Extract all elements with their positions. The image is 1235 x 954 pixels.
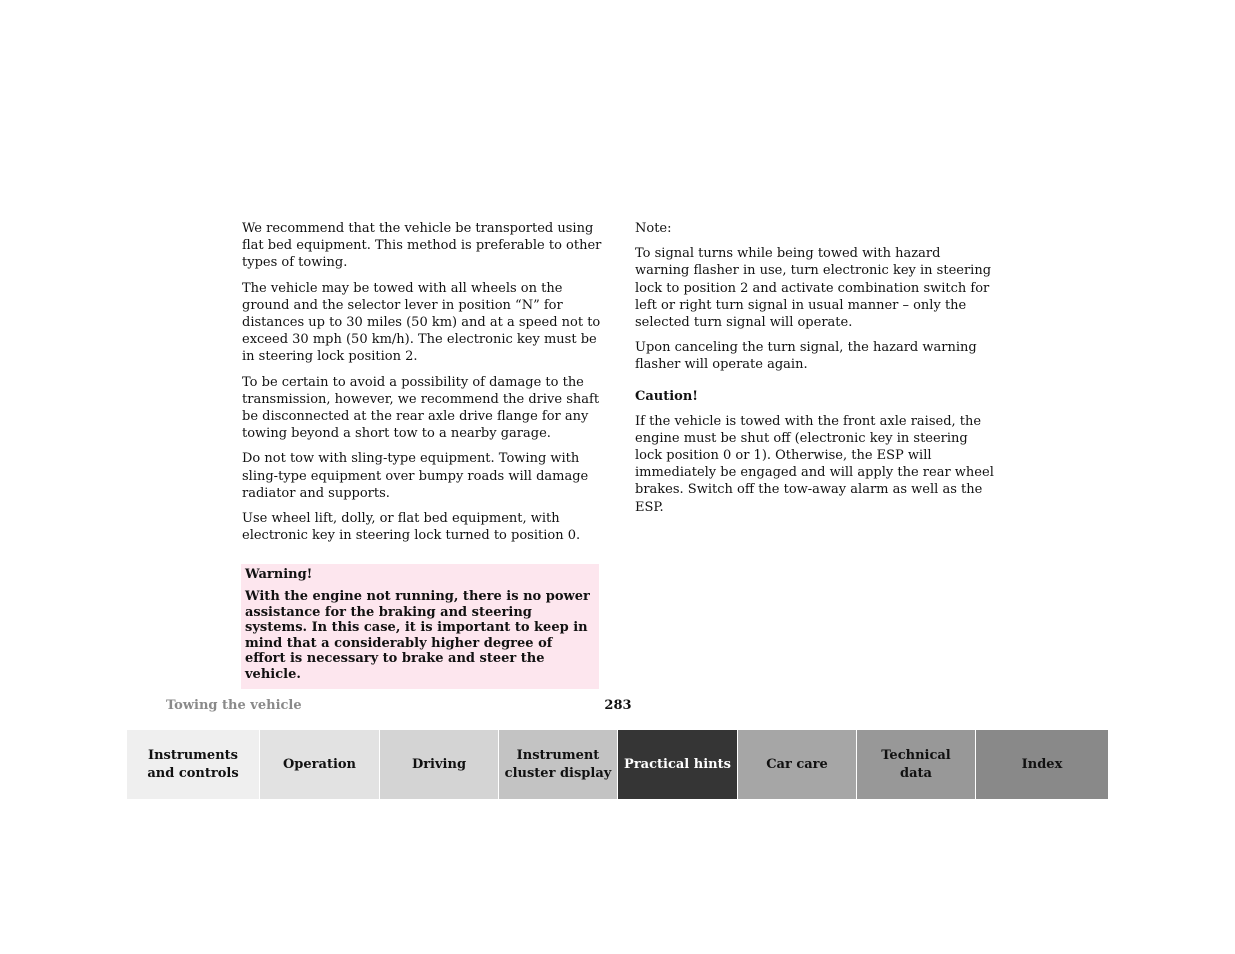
tab-technical-data[interactable]: Technical data — [856, 730, 975, 799]
paragraph-transport-recommendation: We recommend that the vehicle be transported using flat bed equipment. This method is preferable to other types of towing. — [242, 221, 602, 271]
tab-driving[interactable]: Driving — [379, 730, 498, 799]
tab-index[interactable]: Index — [975, 730, 1108, 799]
page-number: 283 — [604, 698, 632, 713]
left-column — [242, 220, 602, 552]
warning-text: With the engine not running, there is no power assistance for the braking and steering systems. In this case, it is important to keep in mind that a considerably higher degree of effort is necessary to brake and steer the vehicle. — [245, 589, 590, 682]
chapter-navigation — [127, 730, 1108, 799]
section-title: Towing the vehicle — [166, 698, 302, 713]
right-column — [635, 220, 995, 524]
warning-title: Warning! — [245, 567, 313, 582]
tab-practical-hints[interactable]: Practical hints — [617, 730, 737, 799]
note-hazard-flasher: Upon canceling the turn signal, the hazard warning flasher will operate again. — [635, 340, 977, 373]
paragraph-wheel-lift: Use wheel lift, dolly, or flat bed equipment, with electronic key in steering lock turned to position 0. — [242, 511, 581, 544]
caution-title: Caution! — [635, 388, 698, 404]
note-turn-signal: To signal turns while being towed with hazard warning flasher in use, turn electronic key in steering lock to position 2 and activate combination switch for left or right turn signal in usual manner – only the selected turn signal will operate. — [635, 246, 992, 331]
tab-instruments-and-controls[interactable]: Instruments and controls — [127, 730, 259, 799]
paragraph-towing-wheels-on-ground: The vehicle may be towed with all wheels on the ground and the selector lever in position “N” for distances up to 30 miles (50 km) and at a speed not to exceed 30 mph (50 km/h). The electronic key must be in steering lock position 2. — [242, 280, 601, 365]
paragraph-sling-equipment: Do not tow with sling-type equipment. Towing with sling-type equipment over bumpy roads will damage radiator and supports. — [242, 451, 589, 501]
note-label: Note: — [635, 221, 672, 236]
tab-car-care[interactable]: Car care — [737, 730, 856, 799]
caution-text: If the vehicle is towed with the front axle raised, the engine must be shut off (electronic key in steering lock position 0 or 1). Otherwise, the ESP will immediately be engaged and will apply the rear wheel brakes. Switch off the tow-away alarm as well as the ESP. — [635, 413, 994, 515]
warning-box — [241, 564, 599, 689]
tab-operation[interactable]: Operation — [259, 730, 379, 799]
paragraph-transmission-damage: To be certain to avoid a possibility of damage to the transmission, however, we recommend the drive shaft be disconnected at the rear axle drive flange for any towing beyond a short tow to a nearby garage. — [242, 374, 600, 442]
tab-instrument-cluster-display[interactable]: Instrument cluster display — [498, 730, 617, 799]
